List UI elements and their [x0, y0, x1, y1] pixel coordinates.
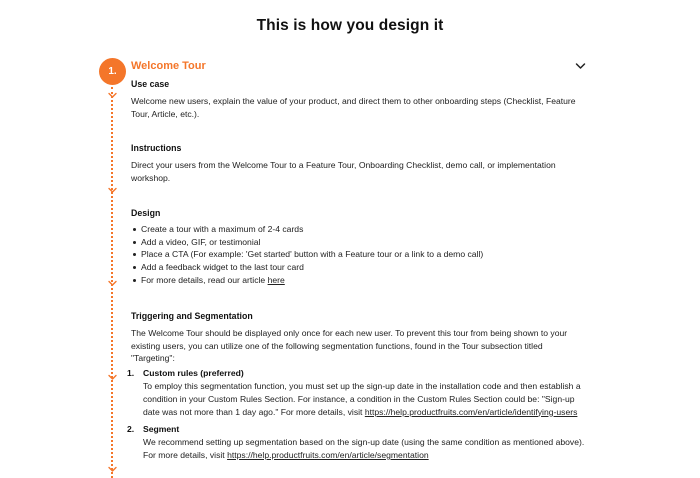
segmentation-option: [127, 367, 586, 418]
option-title: Segment: [143, 424, 180, 435]
triggering-heading: Triggering and Segmentation: [131, 311, 253, 321]
instructions-heading: Instructions: [131, 143, 182, 153]
segmentation-link[interactable]: https://help.productfruits.com/en/article/segmentation: [227, 449, 429, 460]
list-item: Add a video, GIF, or testimonial: [141, 236, 586, 249]
list-item: Place a CTA (For example: 'Get started' button with a Feature tour or a link to a demo call): [141, 248, 586, 261]
instructions-block: [131, 142, 586, 184]
use-case-block: [131, 78, 586, 120]
timeline-chevron-icon: [108, 374, 117, 381]
chevron-down-icon[interactable]: [575, 62, 586, 70]
option-text: To employ this segmentation function, you must set up the sign-up date in the installation code and then establish a condition in your Custom Rules Section. For instance, a condition in the Custom Rules Section could be: "Sign-up date was not more than 1 day ago." For more details, visit: [143, 380, 581, 417]
design-heading: Design: [131, 208, 161, 218]
step-number-badge: 1.: [99, 58, 126, 85]
option-body: [131, 380, 586, 418]
page-title: This is how you design it: [256, 17, 444, 34]
list-item: Add a feedback widget to the last tour card: [141, 261, 586, 274]
triggering-text: The Welcome Tour should be displayed only once for each new user. To prevent this tour from being shown to your existing users, you can utilize one of the following segmentation functions, found in the Tour subsection titled "Targeting":: [131, 327, 568, 364]
design-block: [131, 207, 586, 287]
option-body: [131, 436, 586, 462]
section-title[interactable]: Welcome Tour: [131, 60, 206, 72]
instructions-text: Direct your users from the Welcome Tour to a Feature Tour, Onboarding Checklist, demo call, or implementation workshop.: [131, 159, 556, 183]
design-list: [131, 223, 586, 287]
identifying-users-link[interactable]: https://help.productfruits.com/en/article/identifying-users: [364, 406, 578, 417]
use-case-heading: Use case: [131, 79, 170, 89]
option-title: Custom rules (preferred): [143, 368, 244, 379]
timeline-chevron-icon: [108, 92, 117, 99]
option-number: 2.: [127, 424, 135, 435]
article-link[interactable]: here: [267, 274, 285, 285]
use-case-text: Welcome new users, explain the value of your product, and direct them to other onboarding steps (Checklist, Feature Tour, Article, etc.).: [131, 95, 576, 119]
timeline-chevron-icon: [108, 187, 117, 194]
list-item: Create a tour with a maximum of 2-4 cards: [141, 223, 586, 236]
list-item-text: For more details, read our article: [141, 274, 268, 285]
timeline-chevron-icon: [108, 280, 117, 287]
triggering-block: [127, 310, 586, 462]
option-text: We recommend setting up segmentation based on the sign-up date (using the same condition as mentioned above). For more details, visit: [143, 437, 585, 460]
option-number: 1.: [127, 368, 135, 379]
segmentation-option: [127, 423, 586, 461]
list-item: [141, 274, 586, 287]
timeline-chevron-icon: [108, 466, 117, 473]
